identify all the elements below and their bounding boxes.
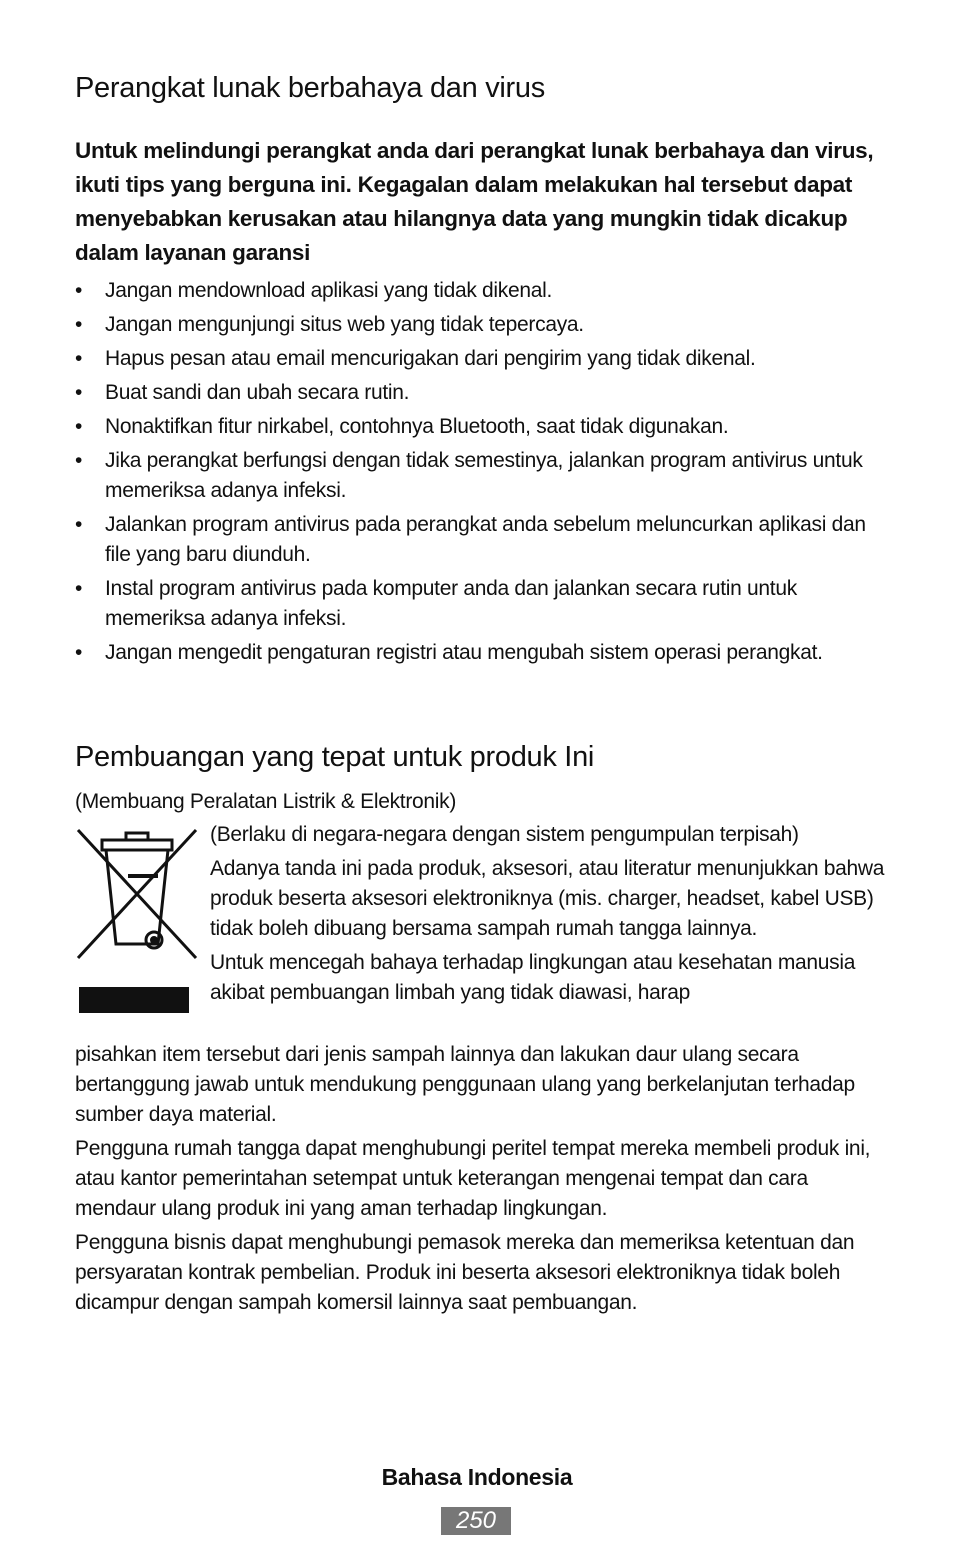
bullet-icon: •	[75, 641, 83, 664]
list-item: • Jika perangkat berfungsi dengan tidak semestinya, jalankan program antivirus untuk memeriksa adanya infeksi.	[75, 446, 890, 506]
disposal-paragraph: pisahkan item tersebut dari jenis sampah lainnya dan lakukan daur ulang secara bertanggung jawab untuk mendukung penggunaan ulang yang berkelanjutan terhadap sumber daya material.	[75, 1043, 855, 1126]
page-number: 250	[441, 1507, 511, 1535]
disposal-paragraph: Adanya tanda ini pada produk, aksesori, atau literatur menunjukkan bahwa produk beserta aksesori elektroniknya (mis. charger, headset, kabel USB) tidak boleh dibuang bersama sampah rumah tangga lainnya.	[210, 857, 885, 940]
list-item: • Jangan mendownload aplikasi yang tidak dikenal.	[75, 276, 890, 306]
disposal-paragraph: (Berlaku di negara-negara dengan sistem pengumpulan terpisah)	[210, 823, 799, 846]
bullet-icon: •	[75, 279, 83, 302]
weee-bar-icon	[79, 987, 189, 1013]
bullet-icon: •	[75, 313, 83, 336]
disposal-side-text	[210, 820, 890, 1012]
list-item: • Jalankan program antivirus pada perangkat anda sebelum meluncurkan aplikasi dan file yang baru diunduh.	[75, 510, 890, 570]
list-item: • Nonaktifkan fitur nirkabel, contohnya Bluetooth, saat tidak digunakan.	[75, 412, 890, 442]
disposal-body-text	[75, 1040, 890, 1322]
disposal-paragraph: Pengguna bisnis dapat menghubungi pemasok mereka dan memeriksa ketentuan dan persyaratan kontrak pembelian. Produk ini beserta aksesori elektroniknya tidak boleh dicampur dengan sampah komersil lainnya saat pembuangan.	[75, 1231, 855, 1314]
disposal-paragraph: Pengguna rumah tangga dapat menghubungi peritel tempat mereka membeli produk ini, atau kantor pemerintahan setempat untuk keterangan mengenai tempat dan cara mendaur ulang produk ini yang aman terhadap lingkungan.	[75, 1137, 871, 1220]
list-item: • Buat sandi dan ubah secara rutin.	[75, 378, 890, 408]
list-item: • Instal program antivirus pada komputer anda dan jalankan secara rutin untuk memeriksa adanya infeksi.	[75, 574, 890, 634]
disposal-subtitle: (Membuang Peralatan Listrik & Elektronik)	[75, 790, 457, 813]
list-item: • Hapus pesan atau email mencurigakan dari pengirim yang tidak dikenal.	[75, 344, 890, 374]
malware-tips-list	[75, 276, 890, 672]
bullet-icon: •	[75, 415, 83, 438]
section-title-disposal: Pembuangan yang tepat untuk produk Ini	[75, 741, 595, 773]
disposal-paragraph: Untuk mencegah bahaya terhadap lingkungan atau kesehatan manusia akibat pembuangan limbah yang tidak diawasi, harap	[210, 951, 856, 1004]
weee-crossed-bin-icon	[74, 826, 200, 962]
footer-language: Bahasa Indonesia	[381, 1464, 573, 1490]
malware-intro: Untuk melindungi perangkat anda dari perangkat lunak berbahaya dan virus, ikuti tips yang berguna ini. Kegagalan dalam melakukan hal tersebut dapat menyebabkan kerusakan atau hilangnya data yang mungkin tidak dicakup dalam layanan garansi	[75, 138, 874, 265]
list-item: • Jangan mengunjungi situs web yang tidak tepercaya.	[75, 310, 890, 340]
section-title-malware: Perangkat lunak berbahaya dan virus	[75, 72, 545, 104]
bullet-icon: •	[75, 449, 83, 472]
list-item: • Jangan mengedit pengaturan registri atau mengubah sistem operasi perangkat.	[75, 638, 890, 668]
bullet-icon: •	[75, 577, 83, 600]
bullet-icon: •	[75, 513, 83, 536]
bullet-icon: •	[75, 347, 83, 370]
bullet-icon: •	[75, 381, 83, 404]
